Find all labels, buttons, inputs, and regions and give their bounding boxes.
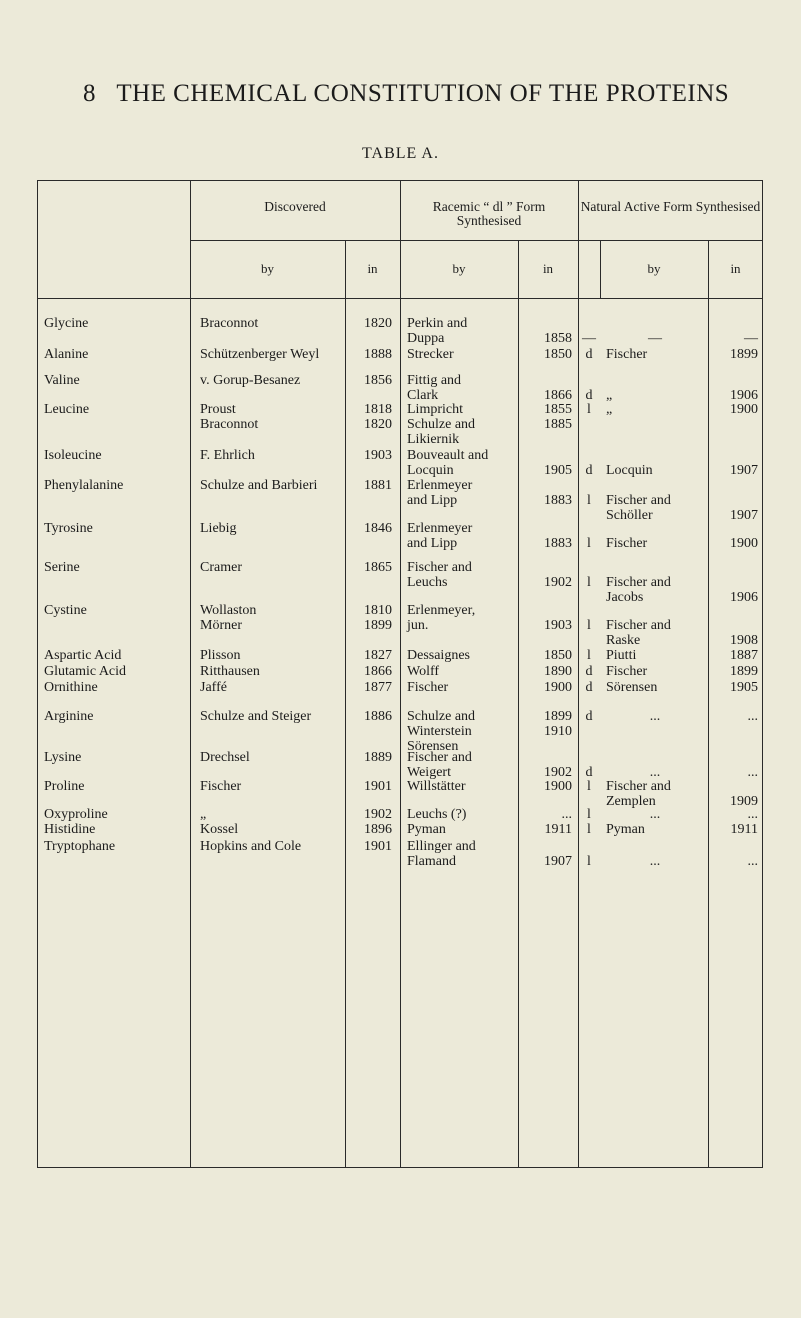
racemic-synthesiser: jun. xyxy=(407,618,429,633)
discovery-year: 1877 xyxy=(364,680,392,695)
rotation-flag: d xyxy=(585,709,593,724)
natural-synthesiser: Fischer xyxy=(606,664,648,679)
natural-synthesiser: ... xyxy=(649,765,661,780)
natural-synthesiser: Pyman xyxy=(606,822,645,837)
discovery-year: 1856 xyxy=(364,373,392,388)
racemic-year: 1905 xyxy=(544,463,572,478)
rotation-flag: d xyxy=(585,347,593,362)
group-header-discovered: Discovered xyxy=(264,199,326,214)
rotation-flag: l xyxy=(587,807,591,822)
discovery-year: 1886 xyxy=(364,709,392,724)
discoverer: Drechsel xyxy=(200,750,250,765)
natural-synthesiser: „ xyxy=(606,388,613,403)
amino-acid-name: Lysine xyxy=(44,750,82,765)
header-rule xyxy=(37,298,763,299)
racemic-synthesiser: Erlenmeyer xyxy=(407,521,473,536)
column-divider xyxy=(518,240,519,1168)
discoverer: Fischer xyxy=(200,779,242,794)
amino-acid-name: Glutamic Acid xyxy=(44,664,127,679)
sub-header-nat-by: by xyxy=(647,261,661,276)
racemic-synthesiser: Likiernik xyxy=(407,432,460,447)
natural-synthesiser: Schöller xyxy=(606,508,653,523)
racemic-synthesiser: and Lipp xyxy=(407,493,458,508)
amino-acid-name: Arginine xyxy=(44,709,94,724)
discoverer: Liebig xyxy=(200,521,237,536)
discoverer: Braconnot xyxy=(200,316,259,331)
column-divider xyxy=(400,180,401,1168)
column-divider xyxy=(708,240,709,1168)
rotation-flag: l xyxy=(587,779,591,794)
racemic-year: 1899 xyxy=(544,709,572,724)
amino-acid-name: Leucine xyxy=(44,402,90,417)
sub-header-rac-by: by xyxy=(452,261,466,276)
rotation-flag: l xyxy=(587,536,591,551)
natural-year: ... xyxy=(747,765,758,780)
natural-year: ... xyxy=(747,807,758,822)
amino-acid-name: Alanine xyxy=(44,347,89,362)
natural-synthesiser: Piutti xyxy=(606,648,637,663)
rotation-flag: l xyxy=(587,402,591,417)
natural-synthesiser: Raske xyxy=(606,633,641,648)
discoverer: Proust xyxy=(200,402,236,417)
natural-year: 1906 xyxy=(730,388,758,403)
natural-synthesiser: Fischer xyxy=(606,347,648,362)
racemic-synthesiser: Willstätter xyxy=(407,779,466,794)
racemic-synthesiser: Weigert xyxy=(407,765,451,780)
rotation-flag: d xyxy=(585,388,593,403)
amino-acid-name: Valine xyxy=(44,373,80,388)
racemic-synthesiser: Ellinger and xyxy=(407,839,476,854)
amino-acid-name: Oxyproline xyxy=(44,807,108,822)
discovery-year: 1889 xyxy=(364,750,392,765)
amino-acid-name: Cystine xyxy=(44,603,87,618)
natural-year: 1899 xyxy=(730,664,758,679)
natural-year: 1907 xyxy=(730,463,758,478)
racemic-year: 1883 xyxy=(544,536,572,551)
discoverer: Plisson xyxy=(200,648,241,663)
discovery-year: 1881 xyxy=(364,478,392,493)
natural-synthesiser: Jacobs xyxy=(606,590,644,605)
discovery-year: 1899 xyxy=(364,618,392,633)
amino-acid-name: Ornithine xyxy=(44,680,98,695)
racemic-year: 1890 xyxy=(544,664,572,679)
rotation-flag: l xyxy=(587,648,591,663)
racemic-synthesiser: Erlenmeyer xyxy=(407,478,473,493)
racemic-synthesiser: Strecker xyxy=(407,347,454,362)
sub-header-disc-by: by xyxy=(261,261,274,276)
racemic-synthesiser: Dessaignes xyxy=(407,648,470,663)
racemic-synthesiser: Fittig and xyxy=(407,373,462,388)
running-title: THE CHEMICAL CONSTITUTION OF THE PROTEINS xyxy=(116,80,730,107)
natural-synthesiser: Fischer and xyxy=(606,779,671,794)
discovery-year: 1896 xyxy=(364,822,392,837)
racemic-synthesiser: Perkin and xyxy=(407,316,468,331)
rotation-flag: l xyxy=(587,493,591,508)
racemic-synthesiser: Schulze and xyxy=(407,709,476,724)
discovery-year: 1865 xyxy=(364,560,392,575)
racemic-year: 1883 xyxy=(544,493,572,508)
running-header xyxy=(83,80,783,108)
discoverer: Cramer xyxy=(200,560,242,575)
natural-year: ... xyxy=(747,854,758,869)
natural-year: ... xyxy=(747,709,758,724)
discovery-year: 1820 xyxy=(364,316,392,331)
natural-synthesiser: Fischer xyxy=(606,536,648,551)
racemic-synthesiser: Leuchs xyxy=(407,575,448,590)
natural-year: 1911 xyxy=(730,822,758,837)
discoverer: Braconnot xyxy=(200,417,259,432)
rotation-flag: l xyxy=(587,575,591,590)
column-divider xyxy=(190,180,191,1168)
natural-year: 1908 xyxy=(730,633,758,648)
rotation-flag: d xyxy=(585,664,593,679)
natural-year: 1887 xyxy=(730,648,758,663)
natural-synthesiser: Fischer and xyxy=(606,493,671,508)
discoverer: v. Gorup-Besanez xyxy=(200,373,301,388)
discovery-year: 1820 xyxy=(364,417,392,432)
discoverer: Hopkins and Cole xyxy=(200,839,302,854)
rotation-flag: l xyxy=(587,618,591,633)
racemic-synthesiser: Bouveault and xyxy=(407,448,489,463)
natural-year: — xyxy=(744,331,758,346)
discoverer: Schulze and Barbieri xyxy=(200,478,318,493)
racemic-synthesiser: Flamand xyxy=(407,854,456,869)
group-header-natural: Natural Active Form Synthesised xyxy=(580,199,761,214)
discovery-year: 1827 xyxy=(364,648,392,663)
discovery-year: 1901 xyxy=(364,839,392,854)
racemic-year: 1911 xyxy=(544,822,572,837)
natural-synthesiser: „ xyxy=(606,402,613,417)
natural-synthesiser: Fischer and xyxy=(606,575,671,590)
racemic-year: 1907 xyxy=(544,854,572,869)
group-header-rule xyxy=(190,240,763,241)
racemic-synthesiser: Fischer xyxy=(407,680,449,695)
discovery-year: 1888 xyxy=(364,347,392,362)
racemic-synthesiser: Clark xyxy=(407,388,439,403)
racemic-synthesiser: Pyman xyxy=(407,822,446,837)
natural-synthesiser: Fischer and xyxy=(606,618,671,633)
amino-acid-name: Tyrosine xyxy=(44,521,93,536)
natural-synthesiser: ... xyxy=(649,807,661,822)
racemic-year: 1885 xyxy=(544,417,572,432)
racemic-synthesiser: Sörensen xyxy=(407,739,459,754)
discovery-year: 1866 xyxy=(364,664,392,679)
racemic-year: 1850 xyxy=(544,648,572,663)
racemic-year: 1850 xyxy=(544,347,572,362)
racemic-year: 1902 xyxy=(544,575,572,590)
amino-acid-name: Glycine xyxy=(44,316,89,331)
racemic-synthesiser: Limpricht xyxy=(407,402,463,417)
discoverer: Ritthausen xyxy=(200,664,260,679)
discoverer: Schulze and Steiger xyxy=(200,709,312,724)
rotation-flag: l xyxy=(587,822,591,837)
racemic-year: 1858 xyxy=(544,331,572,346)
racemic-synthesiser: Schulze and xyxy=(407,417,476,432)
sub-header-disc-in: in xyxy=(367,261,378,276)
racemic-synthesiser: Leuchs (?) xyxy=(407,807,467,822)
racemic-year: 1855 xyxy=(544,402,572,417)
discovery-year: 1818 xyxy=(364,402,392,417)
natural-year: 1899 xyxy=(730,347,758,362)
group-header-racemic: Racemic “ dl ” Form Synthesised xyxy=(432,199,546,228)
racemic-year: 1866 xyxy=(544,388,572,403)
amino-acid-name: Aspartic Acid xyxy=(44,648,122,663)
natural-synthesiser: ... xyxy=(649,709,661,724)
discoverer: Wollaston xyxy=(200,603,257,618)
amino-acid-name: Phenylalanine xyxy=(44,478,124,493)
discovery-year: 1902 xyxy=(364,807,392,822)
rotation-flag: — xyxy=(582,331,596,346)
rotation-flag: d xyxy=(585,680,593,695)
natural-year: 1905 xyxy=(730,680,758,695)
discoverer: Jaffé xyxy=(200,680,227,695)
discoverer: F. Ehrlich xyxy=(200,448,255,463)
column-divider xyxy=(578,180,579,1168)
natural-synthesiser: ... xyxy=(649,854,661,869)
natural-year: 1900 xyxy=(730,536,758,551)
racemic-synthesiser: Winterstein xyxy=(407,724,472,739)
natural-year: 1906 xyxy=(730,590,758,605)
racemic-synthesiser: Wolff xyxy=(407,664,440,679)
rotation-flag: l xyxy=(587,854,591,869)
amino-acid-name: Serine xyxy=(44,560,80,575)
natural-year: 1907 xyxy=(730,508,758,523)
discoverer: Kossel xyxy=(200,822,239,837)
racemic-year: 1903 xyxy=(544,618,572,633)
racemic-synthesiser: Fischer and xyxy=(407,750,472,765)
racemic-synthesiser: and Lipp xyxy=(407,536,458,551)
natural-year: 1900 xyxy=(730,402,758,417)
discoverer: „ xyxy=(200,807,207,822)
discoverer: Mörner xyxy=(200,618,242,633)
natural-synthesiser: — xyxy=(648,331,662,346)
amino-acid-name: Isoleucine xyxy=(44,448,102,463)
natural-synthesiser: Sörensen xyxy=(606,680,658,695)
amino-acid-name: Tryptophane xyxy=(44,839,116,854)
natural-synthesiser: Zemplen xyxy=(606,794,656,809)
racemic-synthesiser: Fischer and xyxy=(407,560,472,575)
sub-header-nat-in: in xyxy=(730,261,741,276)
sub-header-rac-in: in xyxy=(542,261,554,276)
racemic-year: 1902 xyxy=(544,765,572,780)
racemic-year: 1900 xyxy=(544,779,572,794)
table-title: TABLE A. xyxy=(362,145,439,162)
natural-synthesiser: Locquin xyxy=(606,463,653,478)
racemic-year: 1900 xyxy=(544,680,572,695)
racemic-synthesiser: Duppa xyxy=(407,331,445,346)
discovery-year: 1901 xyxy=(364,779,392,794)
racemic-year: ... xyxy=(561,807,572,822)
rotation-flag: d xyxy=(585,463,593,478)
natural-year: 1909 xyxy=(730,794,758,809)
racemic-synthesiser: Locquin xyxy=(407,463,454,478)
rotation-flag: d xyxy=(585,765,593,780)
discoverer: Schützenberger Weyl xyxy=(200,347,320,362)
racemic-year: 1910 xyxy=(544,724,572,739)
discovery-year: 1903 xyxy=(364,448,392,463)
amino-acid-name: Histidine xyxy=(44,822,96,837)
amino-acid-name: Proline xyxy=(44,779,85,794)
page-number: 8 xyxy=(83,80,96,107)
discovery-year: 1810 xyxy=(364,603,392,618)
racemic-synthesiser: Erlenmeyer, xyxy=(407,603,476,618)
discovery-year: 1846 xyxy=(364,521,392,536)
column-divider xyxy=(345,240,346,1168)
